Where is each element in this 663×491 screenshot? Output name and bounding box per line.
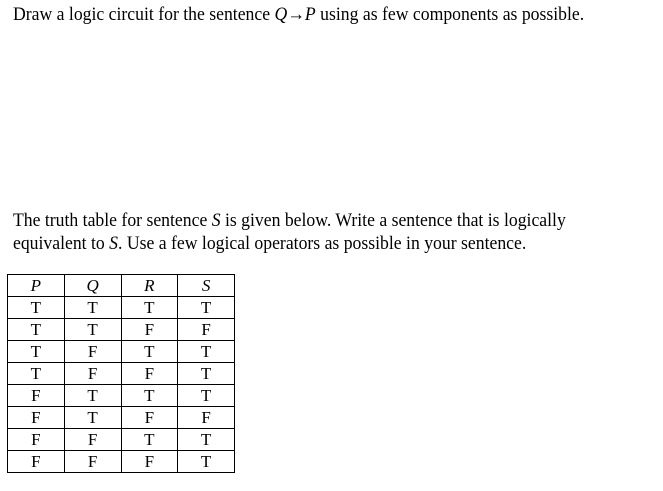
table-cell: F [64, 429, 121, 451]
question-2-line-2 [13, 232, 566, 255]
table-cell: T [178, 451, 235, 473]
header-p: P [8, 275, 65, 297]
table-cell: F [178, 407, 235, 429]
header-q: Q [64, 275, 121, 297]
table-cell: T [64, 297, 121, 319]
table-cell: T [64, 385, 121, 407]
table-cell: T [121, 429, 178, 451]
table-cell: F [121, 363, 178, 385]
question-2-line-1-before: The truth table for sentence [13, 210, 212, 231]
question-2-text [13, 209, 566, 255]
table-row [8, 341, 235, 363]
table-cell: F [121, 319, 178, 341]
table-row [8, 297, 235, 319]
table-cell: F [8, 385, 65, 407]
question-2-line-1-var: S [211, 210, 221, 231]
question-2-line-2-before: equivalent to [13, 233, 110, 254]
table-cell: F [8, 407, 65, 429]
table-cell: T [121, 385, 178, 407]
header-s: S [178, 275, 235, 297]
table-cell: T [178, 363, 235, 385]
table-row [8, 385, 235, 407]
table-cell: T [64, 407, 121, 429]
table-row [8, 429, 235, 451]
table-cell: T [178, 429, 235, 451]
table-row [8, 407, 235, 429]
table-cell: T [64, 319, 121, 341]
table-cell: F [64, 451, 121, 473]
table-cell: T [121, 341, 178, 363]
question-1-sentence: Q→P [274, 4, 316, 25]
table-row [8, 451, 235, 473]
question-1-text [13, 4, 584, 26]
table-cell: F [64, 341, 121, 363]
table-row [8, 319, 235, 341]
table-cell: T [8, 341, 65, 363]
truth-table [7, 274, 235, 473]
question-2-line-2-after: . Use a few logical operators as possible in your sentence. [118, 233, 527, 254]
table-cell: T [8, 297, 65, 319]
table-cell: F [8, 429, 65, 451]
table-cell: F [178, 319, 235, 341]
table-cell: T [178, 297, 235, 319]
table-cell: T [178, 341, 235, 363]
question-1-before: Draw a logic circuit for the sentence [13, 4, 275, 25]
question-2-line-1 [13, 209, 566, 232]
truth-table-header-row [8, 275, 235, 297]
table-cell: F [8, 451, 65, 473]
table-cell: T [121, 297, 178, 319]
table-cell: T [8, 319, 65, 341]
question-1-after: using as few components as possible. [315, 4, 585, 25]
table-cell: T [8, 363, 65, 385]
table-row [8, 363, 235, 385]
question-2-line-2-var: S [109, 233, 119, 254]
table-cell: F [64, 363, 121, 385]
question-2-line-1-after: is given below. Write a sentence that is logically [220, 210, 566, 231]
table-cell: F [121, 451, 178, 473]
header-r: R [121, 275, 178, 297]
table-cell: T [178, 385, 235, 407]
table-cell: F [121, 407, 178, 429]
